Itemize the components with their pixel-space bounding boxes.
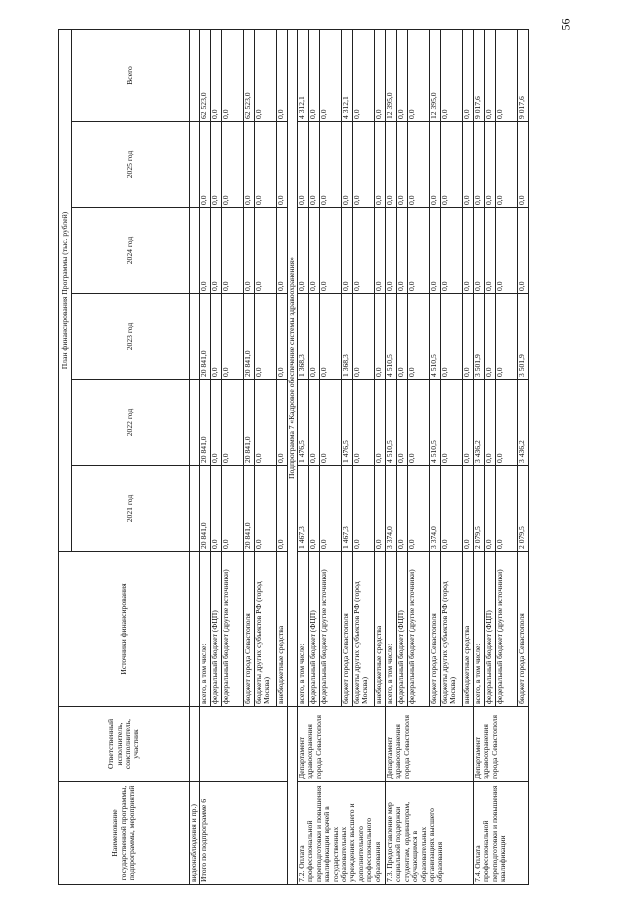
amount-cell: 0,0	[244, 122, 255, 208]
amount-cell: 0,0	[441, 29, 463, 121]
amount-cell: 0,0	[441, 294, 463, 380]
amount-cell: 3 436,2	[518, 380, 529, 466]
amount-cell: 0,0	[386, 208, 397, 294]
amount-cell: 0,0	[222, 29, 244, 121]
funding-source: федеральный бюджет (другие источники)	[320, 552, 342, 707]
measure-executor: Департамент здравоохранения города Севастополя	[298, 707, 386, 782]
amount-cell: 3 374,0	[430, 466, 441, 552]
measure-executor: Департамент здравоохранения города Севастополя	[474, 707, 529, 782]
amount-cell: 20 841,0	[244, 294, 255, 380]
amount-cell: 0,0	[277, 466, 288, 552]
table-row	[200, 29, 211, 884]
amount-cell: 9 017,6	[474, 29, 485, 121]
total-header: Всего	[72, 29, 190, 121]
amount-cell: 0,0	[222, 122, 244, 208]
col-executor-header: Ответственный исполнитель, соисполнитель, участник	[59, 707, 190, 782]
amount-cell: 0,0	[298, 122, 309, 208]
amount-cell: 0,0	[320, 380, 342, 466]
funding-source: бюджеты других субъектов РФ (город Москва)	[441, 552, 463, 707]
amount-cell: 0,0	[320, 466, 342, 552]
amount-cell: 0,0	[441, 466, 463, 552]
amount-cell: 9 017,6	[518, 29, 529, 121]
amount-cell: 0,0	[496, 29, 518, 121]
amount-cell: 0,0	[496, 122, 518, 208]
funding-source: бюджет города Севастополя	[244, 552, 255, 707]
page-number: 56	[558, 18, 573, 30]
year-header-2021: 2021 год	[72, 466, 190, 552]
subprogram-title: Подпрограмма 7 «Кадровое обеспечение системы здравоохранения»	[288, 29, 298, 706]
amount-cell: 0,0	[353, 122, 375, 208]
amount-cell: 0,0	[255, 208, 277, 294]
amount-cell: 0,0	[496, 294, 518, 380]
year-header-2024: 2024 год	[72, 208, 190, 294]
amount-cell: 0,0	[485, 29, 496, 121]
amount-cell: 0,0	[375, 208, 386, 294]
amount-cell: 0,0	[255, 294, 277, 380]
amount-cell: 0,0	[309, 208, 320, 294]
amount-cell: 0,0	[397, 466, 408, 552]
amount-cell: 0,0	[342, 208, 353, 294]
amount-cell: 0,0	[309, 380, 320, 466]
col-sources-header: Источники финансирования	[59, 552, 190, 707]
amount-cell: 0,0	[408, 208, 430, 294]
amount-cell: 0,0	[309, 122, 320, 208]
amount-cell: 0,0	[408, 122, 430, 208]
amount-cell: 20 841,0	[200, 294, 211, 380]
measure-name: 7.4. Оплата профессиональной переподготовки и повышения квалификации	[474, 782, 529, 885]
amount-cell: 0,0	[222, 208, 244, 294]
funding-source: федеральный бюджет (другие источники)	[408, 552, 430, 707]
measure-name: Итого по подпрограмме 6	[200, 782, 288, 885]
amount-cell: 4 312,1	[342, 29, 353, 121]
amount-cell: 0,0	[375, 466, 386, 552]
amount-cell: 0,0	[211, 208, 222, 294]
funding-source: бюджет города Севастополя	[430, 552, 441, 707]
measure-name: 7.3. Предоставление мер социальной поддержки студентам, ординаторам, обучающимся в образовательных организациях высшего образования	[386, 782, 474, 885]
funding-source: бюджет города Севастополя	[518, 552, 529, 707]
amount-cell: 1 467,3	[298, 466, 309, 552]
amount-cell: 0,0	[375, 29, 386, 121]
amount-cell: 0,0	[441, 122, 463, 208]
amount-cell: 0,0	[211, 380, 222, 466]
amount-cell: 62 523,0	[200, 29, 211, 121]
funding-source: всего, в том числе:	[200, 552, 211, 707]
amount-cell: 0,0	[474, 122, 485, 208]
amount-cell: 0,0	[408, 466, 430, 552]
funding-source: внебюджетные средства	[277, 552, 288, 707]
col-name-header: Наименование государственной программы, подпрограммы, мероприятий	[59, 782, 190, 885]
amount-cell: 0,0	[463, 466, 474, 552]
amount-cell: 0,0	[200, 208, 211, 294]
measure-executor	[200, 707, 288, 782]
amount-cell: 0,0	[353, 294, 375, 380]
amount-cell: 0,0	[255, 380, 277, 466]
amount-cell: 0,0	[211, 466, 222, 552]
amount-cell: 0,0	[441, 380, 463, 466]
amount-cell: 0,0	[485, 122, 496, 208]
plan-title-header: План финансирования Программы (тыс. рублей)	[59, 29, 72, 551]
amount-cell: 3 501,9	[474, 294, 485, 380]
financing-table	[58, 29, 529, 885]
amount-cell: 3 436,2	[474, 380, 485, 466]
funding-source: бюджеты других субъектов РФ (город Москва)	[353, 552, 375, 707]
amount-cell: 1 467,3	[342, 466, 353, 552]
year-header-2025: 2025 год	[72, 122, 190, 208]
funding-source: внебюджетные средства	[463, 552, 474, 707]
amount-cell: 0,0	[408, 294, 430, 380]
amount-cell: 0,0	[342, 122, 353, 208]
amount-cell: 0,0	[200, 122, 211, 208]
amount-cell: 0,0	[320, 122, 342, 208]
amount-cell: 0,0	[375, 380, 386, 466]
amount-cell: 4 510,5	[386, 294, 397, 380]
amount-cell: 20 841,0	[244, 380, 255, 466]
amount-cell: 0,0	[244, 208, 255, 294]
amount-cell: 0,0	[485, 466, 496, 552]
amount-cell: 0,0	[485, 380, 496, 466]
funding-source: федеральный бюджет (ФЦП)	[211, 552, 222, 707]
amount-cell: 0,0	[277, 380, 288, 466]
amount-cell: 0,0	[430, 208, 441, 294]
amount-cell: 0,0	[255, 466, 277, 552]
table-row	[474, 29, 485, 884]
amount-cell: 2 079,5	[474, 466, 485, 552]
amount-cell: 0,0	[463, 29, 474, 121]
amount-cell: 0,0	[463, 380, 474, 466]
continuation-text: видеонаблюдения и пр.)	[190, 782, 200, 885]
amount-cell: 0,0	[463, 122, 474, 208]
amount-cell: 1 476,5	[298, 380, 309, 466]
funding-source: внебюджетные средства	[375, 552, 386, 707]
amount-cell: 3 501,9	[518, 294, 529, 380]
amount-cell: 0,0	[397, 29, 408, 121]
amount-cell: 0,0	[309, 466, 320, 552]
amount-cell: 0,0	[397, 294, 408, 380]
amount-cell: 4 510,5	[386, 380, 397, 466]
amount-cell: 0,0	[211, 29, 222, 121]
measure-name: 7.2. Оплата профессиональной переподготовки и повышения квалификации врачей в государственных образовательных учреждениях высшего и дополнительного профессионального образования	[298, 782, 386, 885]
amount-cell: 0,0	[222, 466, 244, 552]
funding-source: федеральный бюджет (другие источники)	[222, 552, 244, 707]
amount-cell: 2 079,5	[518, 466, 529, 552]
amount-cell: 62 523,0	[244, 29, 255, 121]
amount-cell: 0,0	[496, 466, 518, 552]
amount-cell: 0,0	[320, 294, 342, 380]
year-header-2023: 2023 год	[72, 294, 190, 380]
funding-source: всего, в том числе:	[474, 552, 485, 707]
funding-source: федеральный бюджет (ФЦП)	[309, 552, 320, 707]
amount-cell: 0,0	[485, 208, 496, 294]
funding-source: всего, в том числе:	[386, 552, 397, 707]
amount-cell: 0,0	[211, 122, 222, 208]
amount-cell: 0,0	[353, 380, 375, 466]
table-body	[190, 29, 529, 884]
amount-cell: 0,0	[485, 294, 496, 380]
amount-cell: 0,0	[463, 294, 474, 380]
amount-cell: 0,0	[320, 208, 342, 294]
measure-executor: Департамент здравоохранения города Севастополя	[386, 707, 474, 782]
amount-cell: 0,0	[375, 122, 386, 208]
amount-cell: 0,0	[496, 380, 518, 466]
amount-cell: 0,0	[408, 380, 430, 466]
amount-cell: 1 368,3	[342, 294, 353, 380]
amount-cell: 0,0	[408, 29, 430, 121]
funding-source: федеральный бюджет (ФЦП)	[397, 552, 408, 707]
amount-cell: 0,0	[518, 122, 529, 208]
amount-cell: 0,0	[309, 294, 320, 380]
table-row	[386, 29, 397, 884]
continuation-row	[190, 29, 200, 884]
amount-cell: 0,0	[397, 122, 408, 208]
funding-source: федеральный бюджет (ФЦП)	[485, 552, 496, 707]
amount-cell: 0,0	[298, 208, 309, 294]
amount-cell: 20 841,0	[244, 466, 255, 552]
amount-cell: 0,0	[430, 122, 441, 208]
amount-cell: 0,0	[518, 208, 529, 294]
amount-cell: 0,0	[222, 380, 244, 466]
amount-cell: 0,0	[277, 208, 288, 294]
amount-cell: 12 395,0	[386, 29, 397, 121]
amount-cell: 0,0	[386, 122, 397, 208]
amount-cell: 0,0	[277, 122, 288, 208]
amount-cell: 0,0	[255, 122, 277, 208]
amount-cell: 1 368,3	[298, 294, 309, 380]
amount-cell: 0,0	[441, 208, 463, 294]
amount-cell: 0,0	[309, 29, 320, 121]
amount-cell: 0,0	[375, 294, 386, 380]
funding-source: бюджеты других субъектов РФ (город Москва)	[255, 552, 277, 707]
amount-cell: 4 510,5	[430, 294, 441, 380]
amount-cell: 0,0	[277, 29, 288, 121]
funding-source: федеральный бюджет (другие источники)	[496, 552, 518, 707]
funding-source: бюджет города Севастополя	[342, 552, 353, 707]
amount-cell: 20 841,0	[200, 466, 211, 552]
amount-cell: 0,0	[211, 294, 222, 380]
amount-cell: 0,0	[353, 29, 375, 121]
amount-cell: 0,0	[320, 29, 342, 121]
funding-source: всего, в том числе:	[298, 552, 309, 707]
table-row	[298, 29, 309, 884]
amount-cell: 0,0	[222, 294, 244, 380]
amount-cell: 0,0	[397, 208, 408, 294]
amount-cell: 0,0	[496, 208, 518, 294]
amount-cell: 1 476,5	[342, 380, 353, 466]
year-header-2022: 2022 год	[72, 380, 190, 466]
amount-cell: 0,0	[397, 380, 408, 466]
amount-cell: 4 510,5	[430, 380, 441, 466]
amount-cell: 0,0	[353, 466, 375, 552]
amount-cell: 0,0	[353, 208, 375, 294]
amount-cell: 0,0	[463, 208, 474, 294]
amount-cell: 0,0	[255, 29, 277, 121]
rotated-table-container	[58, 30, 630, 885]
subprogram-title-row	[288, 29, 298, 884]
amount-cell: 0,0	[277, 294, 288, 380]
amount-cell: 3 374,0	[386, 466, 397, 552]
amount-cell: 20 841,0	[200, 380, 211, 466]
amount-cell: 4 312,1	[298, 29, 309, 121]
amount-cell: 12 395,0	[430, 29, 441, 121]
amount-cell: 0,0	[474, 208, 485, 294]
